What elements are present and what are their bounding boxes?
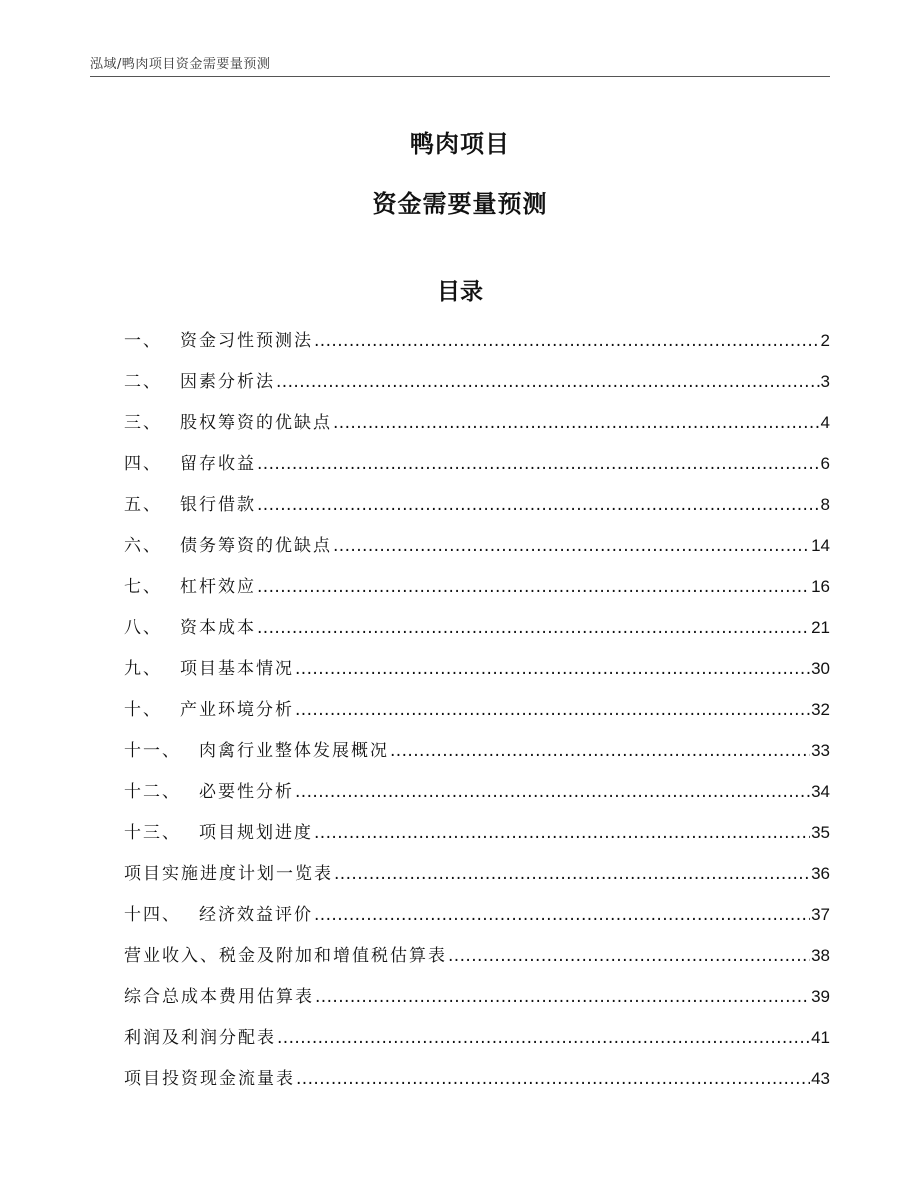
toc-dot-leader	[257, 485, 820, 526]
toc-entry-number: 六、	[124, 536, 162, 556]
toc-dot-leader	[314, 895, 810, 936]
toc-entry-number: 十四、	[124, 905, 181, 925]
toc-dot-leader	[314, 321, 820, 362]
toc-entry[interactable]	[124, 894, 830, 935]
toc-entry[interactable]	[124, 320, 830, 361]
toc-dot-leader	[257, 444, 820, 485]
toc-entry-number: 一、	[124, 331, 162, 351]
toc-entry-page-number: 3	[820, 372, 830, 391]
toc-entry[interactable]	[124, 525, 830, 566]
toc-entry-number: 十二、	[124, 782, 181, 802]
toc-entry[interactable]	[124, 976, 830, 1017]
toc-entry[interactable]	[124, 935, 830, 976]
toc-dot-leader	[257, 567, 810, 608]
toc-entry[interactable]	[124, 771, 830, 812]
toc-entry-page-number: 2	[820, 331, 830, 350]
toc-entry-number: 十、	[124, 700, 162, 720]
toc-entry[interactable]	[124, 361, 830, 402]
toc-entry-title: 因素分析法	[180, 372, 275, 392]
toc-entry[interactable]	[124, 1058, 830, 1099]
toc-entry[interactable]	[124, 484, 830, 525]
toc-dot-leader	[277, 1018, 810, 1059]
toc-dot-leader	[315, 977, 810, 1018]
toc-entry[interactable]	[124, 689, 830, 730]
toc-entry-title: 股权筹资的优缺点	[180, 413, 332, 433]
toc-entry[interactable]	[124, 607, 830, 648]
toc-entry[interactable]	[124, 566, 830, 607]
toc-entry-title: 必要性分析	[199, 782, 294, 802]
toc-entry-title: 留存收益	[180, 454, 256, 474]
toc-entry-page-number: 16	[811, 577, 830, 596]
toc-dot-leader	[295, 649, 810, 690]
toc-entry[interactable]	[124, 648, 830, 689]
toc-dot-leader	[276, 362, 820, 403]
toc-entry-page-number: 14	[811, 536, 830, 555]
toc-entry-title: 利润及利润分配表	[124, 1028, 276, 1048]
running-header: 泓域/鸭肉项目资金需要量预测	[90, 57, 271, 72]
toc-entry-page-number: 32	[811, 700, 830, 719]
toc-entry-number: 八、	[124, 618, 162, 638]
toc-entry[interactable]	[124, 812, 830, 853]
toc-entry-page-number: 4	[820, 413, 830, 432]
toc-entry-title: 银行借款	[180, 495, 256, 515]
header-divider	[90, 76, 830, 77]
document-subtitle: 资金需要量预测	[372, 190, 548, 218]
toc-entry-title: 肉禽行业整体发展概况	[199, 741, 389, 761]
toc-entry-title: 综合总成本费用估算表	[124, 987, 314, 1007]
toc-entry-number: 五、	[124, 495, 162, 515]
toc-entry-number: 二、	[124, 372, 162, 392]
toc-entry[interactable]	[124, 402, 830, 443]
table-of-contents	[124, 320, 830, 1099]
toc-dot-leader	[333, 403, 820, 444]
toc-entry[interactable]	[124, 1017, 830, 1058]
toc-entry-title: 资金习性预测法	[180, 331, 313, 351]
toc-entry-title: 营业收入、税金及附加和增值税估算表	[124, 946, 447, 966]
toc-entry[interactable]	[124, 443, 830, 484]
toc-entry-page-number: 39	[811, 987, 830, 1006]
toc-entry[interactable]	[124, 853, 830, 894]
toc-entry-title: 项目实施进度计划一览表	[124, 864, 333, 884]
toc-entry-title: 项目规划进度	[199, 823, 313, 843]
toc-dot-leader	[448, 936, 810, 977]
toc-entry-title: 杠杆效应	[180, 577, 256, 597]
toc-entry-number: 十三、	[124, 823, 181, 843]
toc-dot-leader	[333, 526, 810, 567]
toc-entry-page-number: 30	[811, 659, 830, 678]
toc-entry-title: 产业环境分析	[180, 700, 294, 720]
toc-heading: 目录	[437, 279, 483, 305]
toc-dot-leader	[295, 772, 810, 813]
toc-entry-page-number: 35	[811, 823, 830, 842]
toc-dot-leader	[257, 608, 810, 649]
toc-entry-number: 十一、	[124, 741, 181, 761]
toc-entry-title: 项目投资现金流量表	[124, 1069, 295, 1089]
toc-entry-number: 四、	[124, 454, 162, 474]
toc-entry-title: 项目基本情况	[180, 659, 294, 679]
toc-entry-title: 债务筹资的优缺点	[180, 536, 332, 556]
toc-entry-number: 三、	[124, 413, 162, 433]
toc-entry-page-number: 43	[811, 1069, 830, 1088]
toc-entry-page-number: 38	[811, 946, 830, 965]
toc-entry-page-number: 6	[820, 454, 830, 473]
toc-entry-number: 七、	[124, 577, 162, 597]
toc-entry-page-number: 37	[811, 905, 830, 924]
toc-dot-leader	[390, 731, 810, 772]
toc-dot-leader	[314, 813, 810, 854]
toc-entry-title: 经济效益评价	[199, 905, 313, 925]
toc-entry-page-number: 36	[811, 864, 830, 883]
toc-entry[interactable]	[124, 730, 830, 771]
toc-entry-page-number: 33	[811, 741, 830, 760]
toc-entry-page-number: 41	[811, 1028, 830, 1047]
toc-entry-number: 九、	[124, 659, 162, 679]
toc-entry-page-number: 21	[811, 618, 830, 637]
toc-dot-leader	[334, 854, 810, 895]
toc-dot-leader	[296, 1059, 810, 1100]
toc-entry-page-number: 8	[820, 495, 830, 514]
toc-entry-page-number: 34	[811, 782, 830, 801]
toc-dot-leader	[295, 690, 810, 731]
toc-entry-title: 资本成本	[180, 618, 256, 638]
document-title: 鸭肉项目	[410, 130, 510, 158]
